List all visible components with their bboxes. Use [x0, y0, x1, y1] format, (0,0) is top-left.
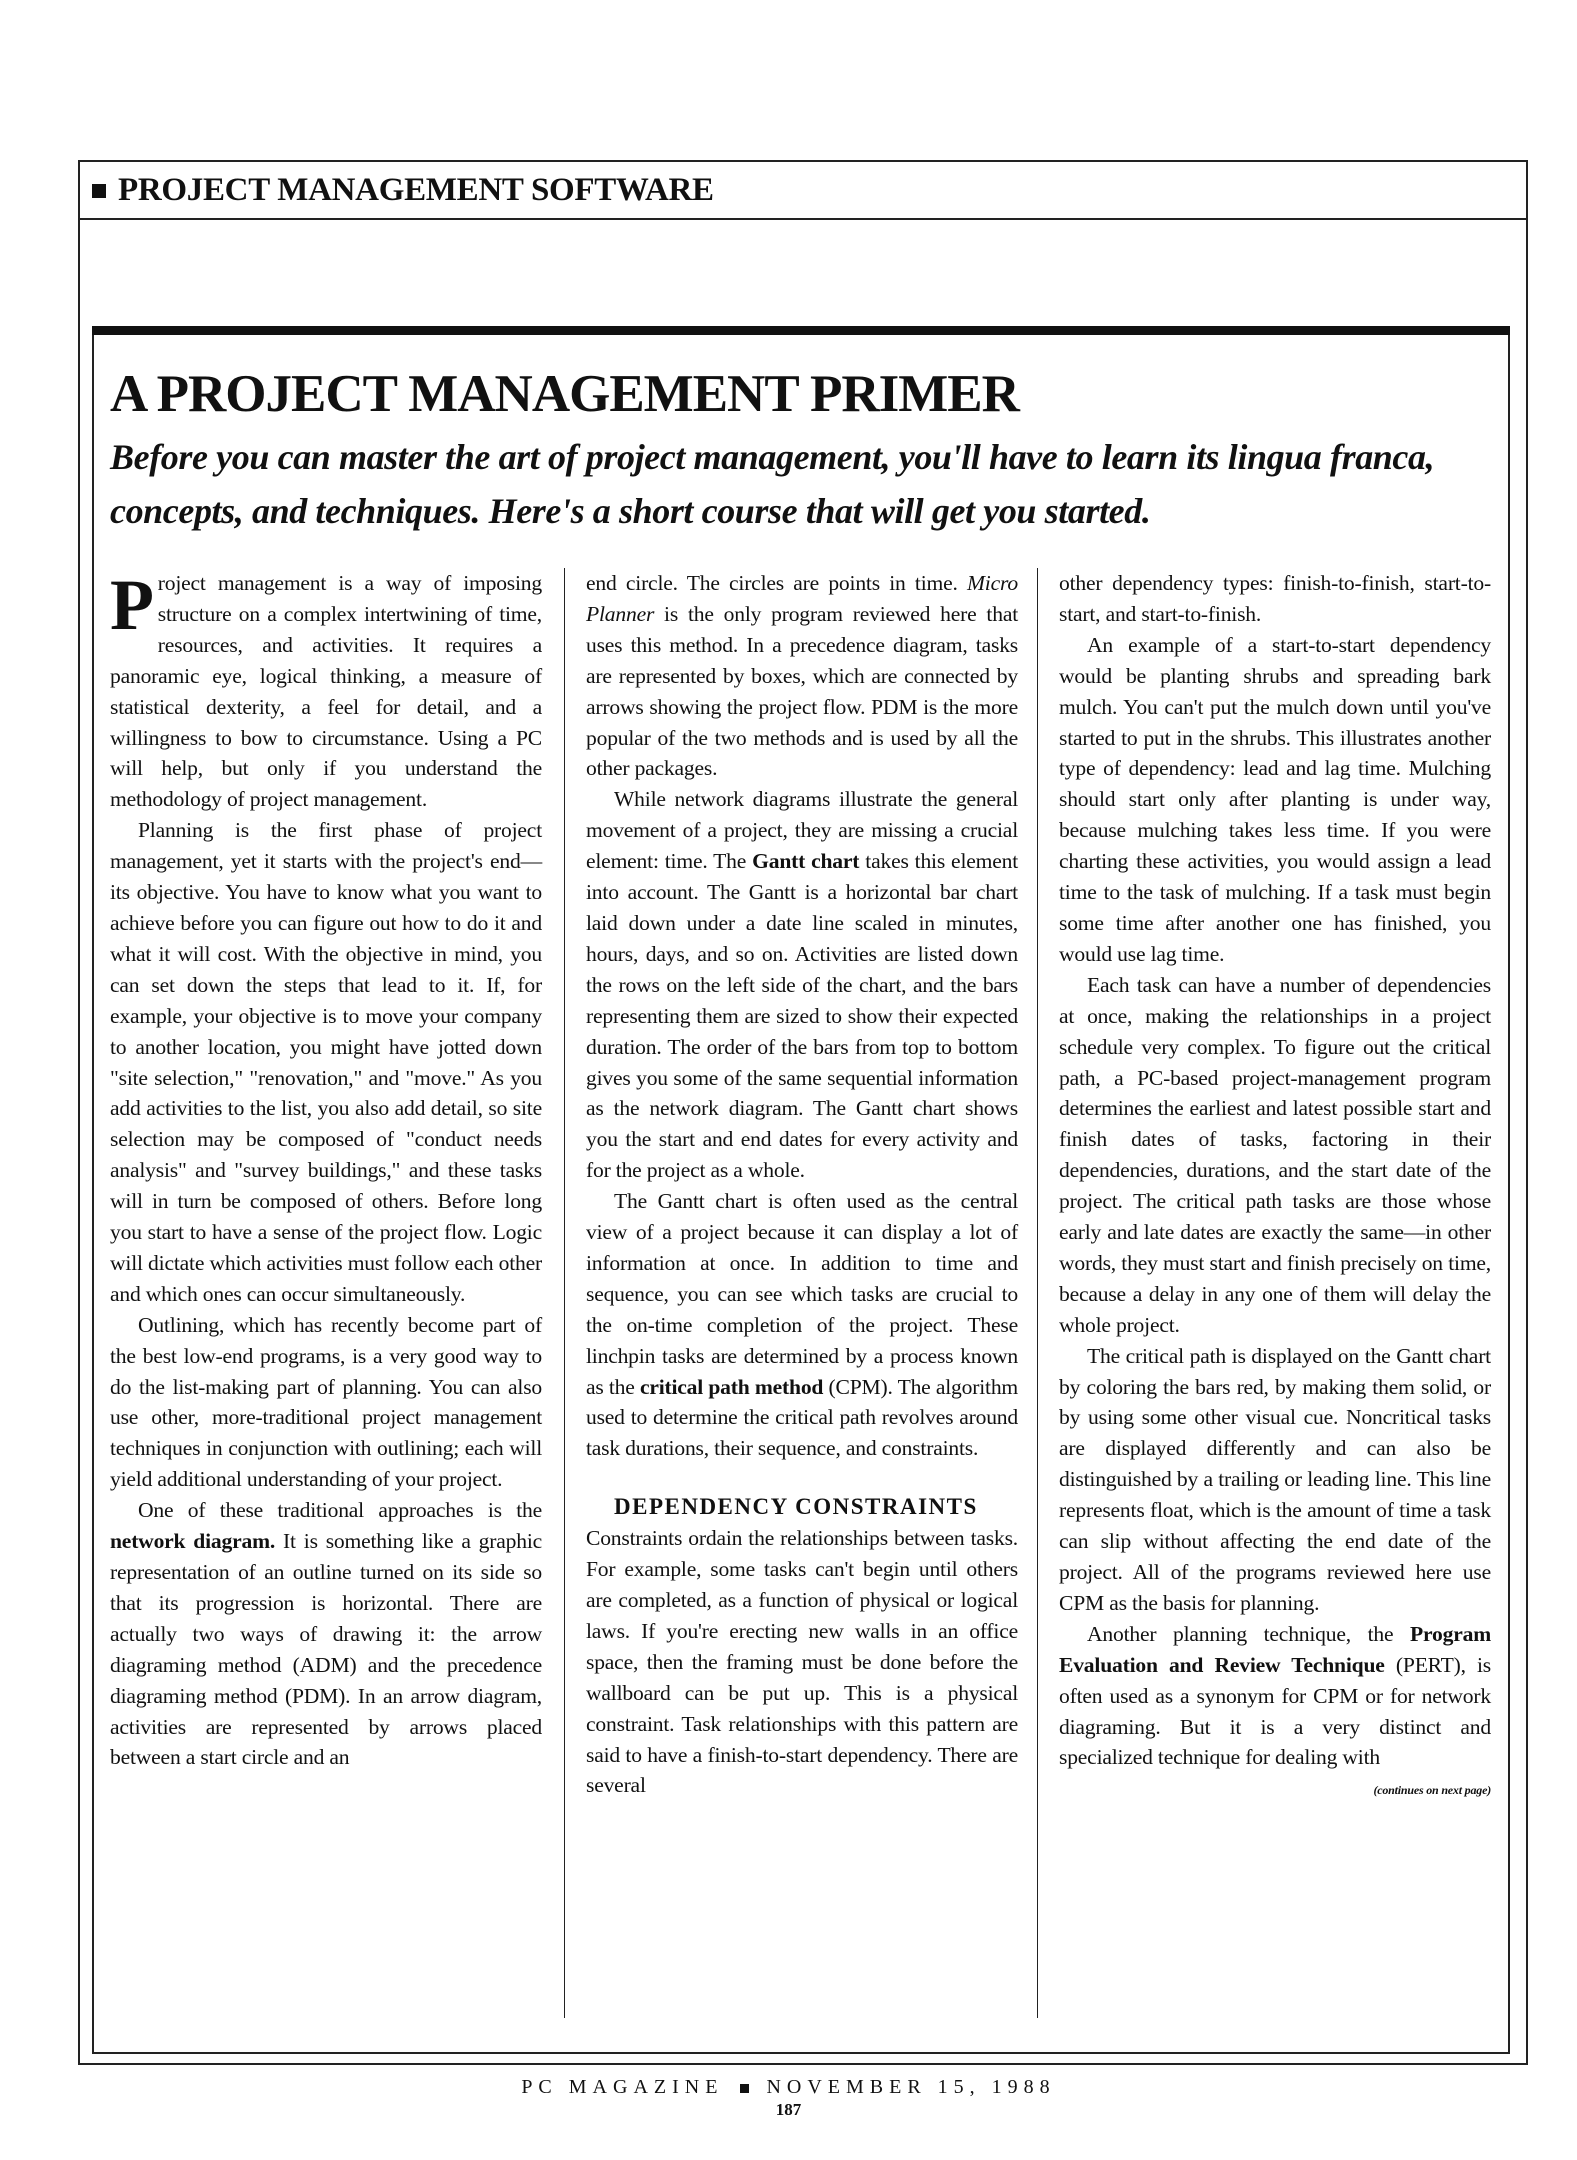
- paragraph: [110, 1495, 542, 1773]
- section-rule: [78, 218, 1528, 220]
- column-1: [110, 565, 543, 1773]
- paragraph: An example of a start-to-start dependency would be planting shrubs and spreading bark mulch. You can't put the mulch down until you've started to put in the shrubs. This illustrates another type of dependency: lead and lag time. Mulching should start only after planting is under way, because mulching takes less time. If you were charting these activities, you would assign a lead time to the task of mulching. If a task must begin some time after another one has finished, you would use lag time.: [1059, 632, 1491, 966]
- footer: [0, 2076, 1577, 2099]
- square-bullet-icon: [92, 184, 106, 198]
- section-tag-label: PROJECT MANAGEMENT SOFTWARE: [118, 172, 714, 208]
- paragraph: Each task can have a number of dependencies at once, making the relationships in a project schedule very complex. To figure out the critical path, a PC-based project-management program determines the earliest and latest possible start and finish dates of tasks, factoring in their dependencies, durations, and the start date of the project. The critical path tasks are those whose early and late dates are exactly the same—in other words, they must start and finish precisely on time, because a delay in any one of them will delay the whole project.: [1059, 972, 1491, 1337]
- paragraph: [586, 568, 1018, 784]
- term-network-diagram: network diagram.: [110, 1529, 276, 1554]
- paragraph-text: end circle. The circles are points in time.: [586, 571, 968, 595]
- paragraph-text: roject management is a way of imposing structure on a complex intertwining of time, resources, and activities. It requires a panoramic eye, logical thinking, a measure of statistical dexterity, a feel for detail, and a willingness to bow to circumstance. Using a PC will help, but only if you understand the methodology of project management.: [110, 571, 542, 812]
- program-name: Micro Planner: [586, 571, 1018, 626]
- paragraph-text: It is something like a graphic representation of an outline turned on its side so that its progression is horizontal. There are actually two ways of drawing it: the arrow diagraming method (ADM) and the precedence diagraming method (PDM). In an arrow diagram, activities are represented by arrows placed between a start circle and an: [110, 1529, 543, 1770]
- paragraph-text: (CPM). The algorithm used to determine the critical path revolves around task durations, their sequence, and constraints.: [586, 1374, 1019, 1461]
- square-bullet-icon: [740, 2084, 749, 2093]
- page-number: 187: [775, 2100, 802, 2119]
- column-divider: [1037, 568, 1038, 2018]
- paragraph-text: is the only program reviewed here that uses this method. In a precedence diagram, tasks are represented by boxes, which are connected by arrows showing the project flow. PDM is the more popular of the two methods and is used by all the other packages.: [586, 601, 1018, 781]
- paragraph: [586, 784, 1018, 1186]
- column-divider: [564, 568, 565, 2018]
- paragraph: other dependency types: finish-to-finish, start-to-start, and start-to-finish.: [1059, 571, 1491, 626]
- paragraph-text: (PERT), is often used as a synonym for CPM or for network diagraming. But it is a very distinct and specialized technique for dealing with: [1059, 1652, 1491, 1770]
- headline: A PROJECT MANAGEMENT PRIMER: [110, 365, 1019, 423]
- paragraph-text: The Gantt chart is often used as the central view of a project because it can display a lot of information at once. In addition to time and sequence, you can see which tasks are crucial to the on-time completion of the project. These linchpin tasks are determined by a process known as the: [586, 1189, 1018, 1399]
- magazine-name: PC MAGAZINE: [521, 2076, 724, 2098]
- drop-cap: P: [110, 565, 154, 645]
- paragraph-text: One of these traditional approaches is the: [138, 1498, 542, 1523]
- term-critical-path-method: critical path method: [639, 1374, 824, 1399]
- section-tag: [92, 172, 714, 209]
- column-2: [586, 568, 1018, 1801]
- paragraph-text: Another planning technique, the: [1087, 1621, 1411, 1646]
- paragraph-text: takes this element into account. The Gantt is a horizontal bar chart laid down under a date line scaled in minutes, hours, days, and so on. Activities are listed down the rows on the left side of the chart, and the bars representing them are sized to show their expected duration. The order of the bars from top to bottom gives you some of the same sequential information as the network diagram. The Gantt chart shows you the start and end dates for every activity and for the project as a whole.: [586, 849, 1019, 1183]
- paragraph-text: While network diagrams illustrate the general movement of a project, they are missing a crucial element: time. The: [586, 787, 1018, 874]
- paragraph: Constraints ordain the relationships between tasks. For example, some tasks can't begin until others are completed, as a function of physical or logical laws. If you're erecting new walls in an office space, then the framing must be done before the wallboard can be put up. This is a physical constraint. Task relationships with this pattern are said to have a finish-to-start dependency. There are several: [586, 1526, 1018, 1798]
- article-top-rule: [92, 326, 1510, 335]
- paragraph: [110, 565, 542, 815]
- term-gantt-chart: Gantt chart: [752, 849, 860, 874]
- paragraph: The critical path is displayed on the Gantt chart by coloring the bars red, by making them solid, or by using some other visual cue. Noncritical tasks are displayed differently and can also be distinguished by a trailing or leading line. This line represents float, which is the amount of time a task can slip without affecting the end date of the project. All of the programs reviewed here use CPM as the basis for planning.: [1059, 1343, 1491, 1615]
- paragraph: Outlining, which has recently become part of the best low-end programs, is a very good way to do the list-making part of planning. You can also use other, more-traditional project management techniques in conjunction with outlining; each will yield additional understanding of your project.: [110, 1312, 542, 1492]
- deck: Before you can master the art of project management, you'll have to learn its lingua franca, concepts, and techniques. Here's a short course that will get you started.: [110, 437, 1435, 531]
- paragraph: [1059, 1619, 1491, 1774]
- issue-date: NOVEMBER 15, 1988: [766, 2076, 1056, 2098]
- subhead: DEPENDENCY CONSTRAINTS: [614, 1494, 978, 1520]
- term-pert: Program Evaluation and Review Technique: [1059, 1621, 1491, 1677]
- column-3: [1059, 568, 1491, 1806]
- paragraph: [586, 1186, 1018, 1464]
- continues-note: (continues on next page): [1373, 1783, 1491, 1798]
- paragraph: Planning is the first phase of project management, yet it starts with the project's end—its objective. You have to know what you want to achieve before you can figure out how to do it and what it will cost. With the objective in mind, you can set down the steps that lead to it. If, for example, your objective is to move your company to another location, you might have jotted down "site selection," "renovation," and "move." As you add activities to the list, you also add detail, so site selection may be composed of "conduct needs analysis" and "survey buildings," and these tasks will in turn be composed of others. Before long you start to have a sense of the project flow. Logic will dictate which activities must follow each other and which ones can occur simultaneously.: [110, 818, 542, 1306]
